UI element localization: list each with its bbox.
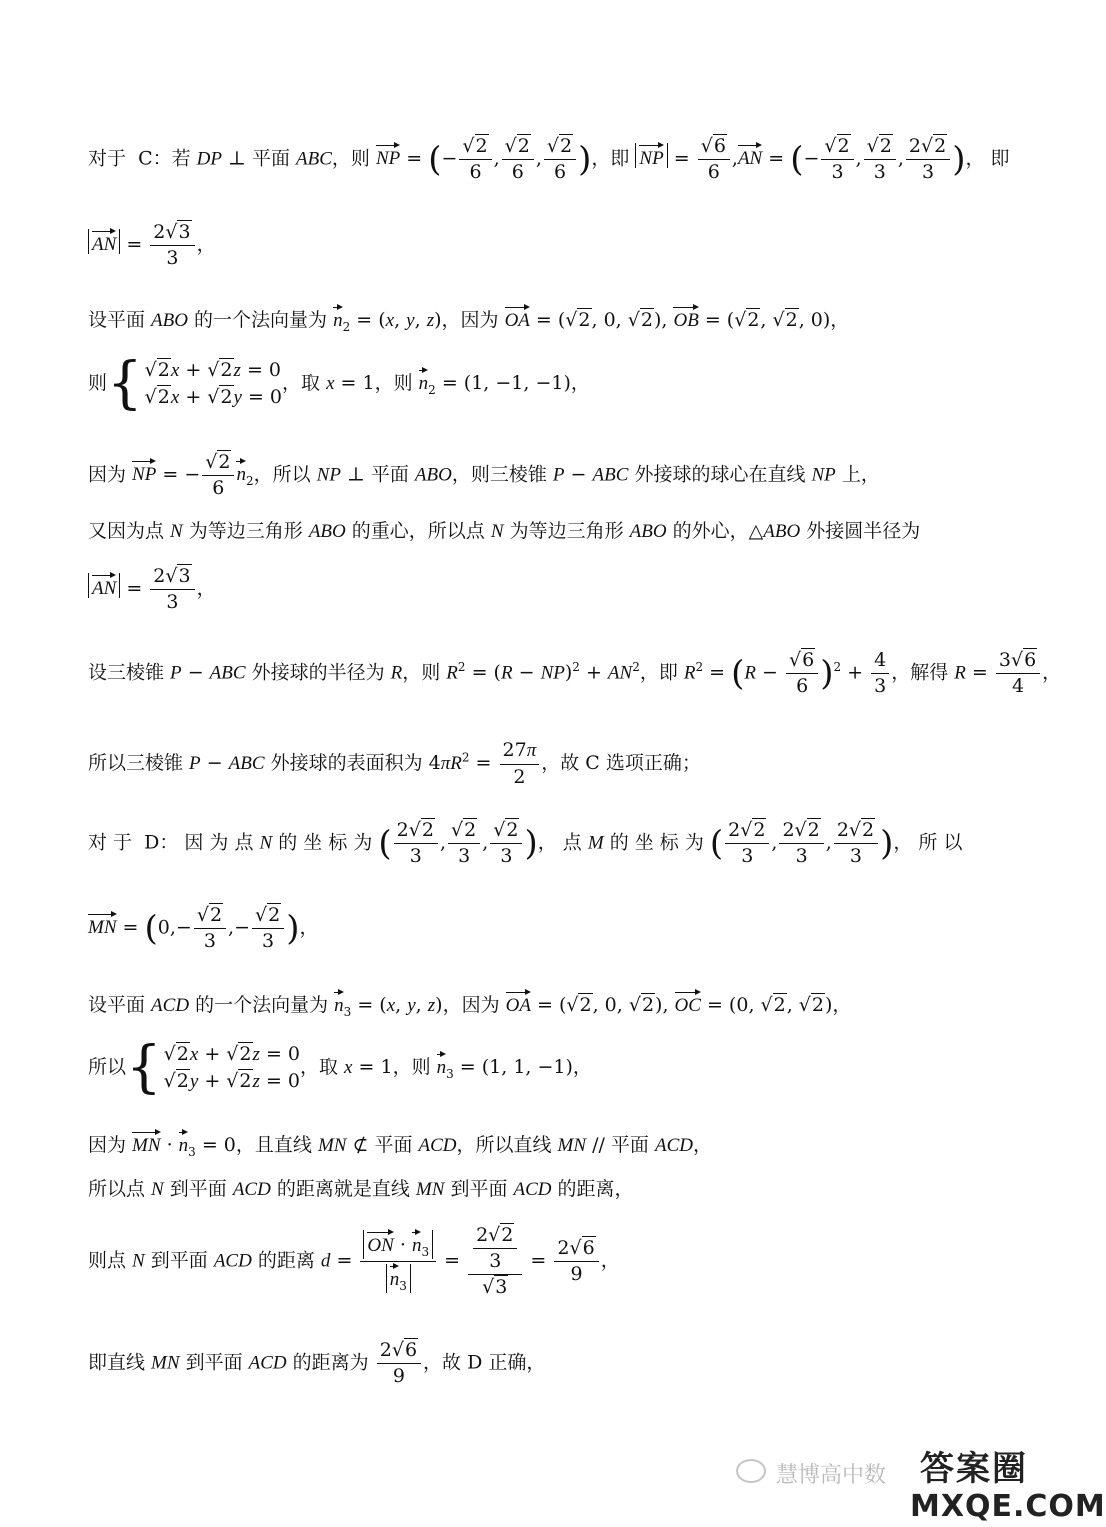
line-15: 所以点 N 到平面 ACD 的距离就是直线 MN 到平面 ACD 的距离， [88,1178,634,1200]
line-4: 则 { √2x + √2z = 0 √2x + √2y = 0 ，取 x = 1，则 $n_2 = (1$, −1, −1)， [88,351,590,416]
line-3: 设平面 ABO 的一个法向量为 $n_2 = (x$, y, z)，因为 OA = (√2, 0, √2), OB = (√2, √2, 0)， [88,305,849,333]
line-1: 对于 C：若 DP ⊥ 平面 ABC，则 NP = (− $\frac{√2}{6}$ , $\frac{√2}{6}$ , $\frac{√2}{6}$ )，即 NP = $\frac{√6}{6}$ ,AN = (− $\frac{√2}{3}$ , $\frac{√2}{3}$ , $\frac{2√2}{3}$ )， 即 [88,135,1010,183]
line-9: 所以三棱锥 P − ABC 外接球的表面积为 $4\pi R^2$ = $\frac{27\pi}{2}$ ，故 C 选项正确； [88,739,701,788]
site-logo [910,1441,1106,1524]
watermark [728,1433,1106,1527]
line-8: 设三棱锥 P − ABC 外接球的半径为 R，则 $R^2 = (R - NP)^2 + AN^2$，即 $R^2 = (R$ − $\frac{√6}{6}$ )$^2$ + $\frac{4}{3}$ ，解得 R = $\frac{3√6}{4}$ ， [88,649,1062,697]
line-17: 即直线 MN 到平面 ACD 的距离为 $\frac{2√6}{9}$ ，故 D 正确， [88,1339,546,1387]
logo-top-text: 答案圈 [920,1449,1028,1489]
logo-bottom-text: MXQE.COM [910,1489,1106,1524]
line-10: 对 于 D： 因 为 点 N 的 坐 标 为 ( $\frac{2√2}{3}$ , $\frac{√2}{3}$ , $\frac{√2}{3}$ )， 点 M 的 坐 标 为 ( $\frac{2√2}{3}$ , $\frac{2√2}{3}$ , $\frac{2√2}{3}$ )， 所 以 [88,819,963,867]
watermark-account: 慧博高中数 [776,1463,887,1488]
line-11: MN = (0,− $\frac{√2}{3}$ ,− $\frac{√2}{3}$ )， [88,904,319,952]
line-6: 又因为点 N 为等边三角形 ABO 的重心，所以点 N 为等边三角形 ABO 的外心，△ABO 外接圆半径为 [88,520,921,542]
line-16: 则点 N 到平面 ACD 的距离 d = $\frac{ON \cdot n_3}{n_3}$ = $\frac{\frac{2√2}{3}}{√3}$ = $\frac{2√6}{9}$ ， [88,1224,620,1298]
line-5: 因为 NP = − $\frac{√2}{6}$ $n_2$，所以 NP ⊥ 平面 ABO，则三棱锥 P − ABC 外接球的球心在直线 NP 上， [88,451,880,499]
line-12: 设平面 ACD 的一个法向量为 $n_3 = (x$, y, z)，因为 OA = (√2, 0, √2), OC = (0, √2, √2)， [88,990,851,1018]
line-7: AN = $\frac{2√3}{3}$ ， [88,566,216,613]
line-2: AN = $\frac{2√3}{3}$ ， [88,222,216,269]
line-14: 因为 MN · $n_3 = 0$，且直线 MN ⊄ 平面 ACD，所以直线 MN // 平面 ACD， [88,1130,712,1158]
line-13: 所以 { √2x + √2z = 0 √2y + √2z = 0 ，取 x = 1，则 $n_3 = (1$, 1, −1)， [88,1035,592,1100]
wechat-icon [736,1459,766,1483]
